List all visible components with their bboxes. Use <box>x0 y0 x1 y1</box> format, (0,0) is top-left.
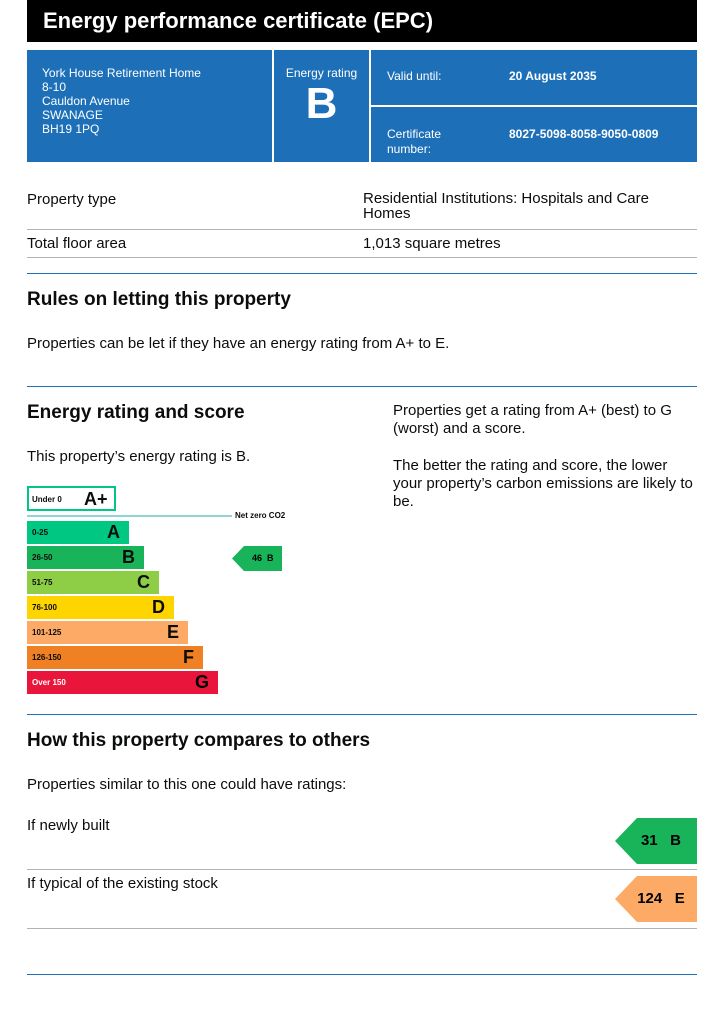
page-title: Energy performance certificate (EPC) <box>43 8 434 33</box>
band-letter: G <box>194 672 209 692</box>
certificate-number-box <box>371 107 697 162</box>
newly-built-label: If newly built <box>27 817 110 834</box>
band-range: 126-150 <box>32 653 62 662</box>
floor-area-label: Total floor area <box>27 235 127 252</box>
band-range: 26-50 <box>32 553 53 562</box>
energy-rating-label: Energy rating <box>285 66 358 80</box>
address-line: BH19 1PQ <box>42 122 100 136</box>
valid-until-value: 20 August 2035 <box>509 69 597 83</box>
section-divider <box>27 714 697 715</box>
section-divider <box>27 273 697 274</box>
band-letter: C <box>137 572 150 592</box>
band-a <box>27 521 129 544</box>
compare-heading: How this property compares to others <box>27 730 371 751</box>
energy-current-text: This property’s energy rating is B. <box>27 448 251 465</box>
net-zero-line <box>27 515 232 517</box>
band-letter: F <box>183 647 194 667</box>
current-rating-arrow <box>232 546 282 571</box>
section-divider <box>27 974 697 975</box>
energy-explanation-1: Properties get a rating from A+ (best) to G (worst) and a score. <box>393 402 672 437</box>
certificate-label-line: Certificate <box>387 127 442 141</box>
energy-explanation-2: The better the rating and score, the lower your property’s carbon emissions are likely to be. <box>393 457 693 510</box>
band-letter: D <box>152 597 165 617</box>
energy-rating-box <box>274 50 369 162</box>
band-range: Under 0 <box>32 495 62 504</box>
current-score: 46 <box>252 553 263 563</box>
energy-rating-value: B <box>305 79 338 128</box>
rules-heading: Rules on letting this property <box>27 289 291 310</box>
current-letter: B <box>267 553 274 563</box>
divider <box>27 928 697 929</box>
address-box <box>27 50 272 162</box>
certificate-number-value: 8027-5098-8058-9050-0809 <box>509 127 659 141</box>
section-divider <box>27 386 697 387</box>
band-letter: A <box>107 522 120 542</box>
current-rating-text <box>252 553 274 563</box>
band-letter: B <box>122 547 135 567</box>
valid-until-box <box>371 50 697 105</box>
band-g <box>27 671 218 694</box>
existing-stock-score: 124 <box>637 890 663 907</box>
energy-heading: Energy rating and score <box>27 402 245 423</box>
property-type-value: Residential Institutions: Hospitals and Care Homes <box>363 190 649 222</box>
rules-text: Properties can be let if they have an energy rating from A+ to E. <box>27 335 450 352</box>
existing-stock-label: If typical of the existing stock <box>27 875 218 892</box>
band-range: 0-25 <box>32 528 49 537</box>
band-f <box>27 646 203 669</box>
existing-stock-letter: E <box>674 890 685 907</box>
existing-stock-arrow <box>615 876 697 922</box>
band-b <box>27 546 144 569</box>
divider <box>27 869 697 870</box>
divider <box>27 229 697 230</box>
band-d <box>27 596 174 619</box>
band-range: Over 150 <box>32 678 66 687</box>
address-line: York House Retirement Home <box>42 66 201 80</box>
band-letter: A+ <box>84 489 108 509</box>
newly-built-arrow <box>615 818 697 864</box>
address-line: Cauldon Avenue <box>42 94 130 108</box>
compare-intro: Properties similar to this one could have ratings: <box>27 776 347 793</box>
band-range: 76-100 <box>32 603 57 612</box>
band-letter: E <box>166 622 179 642</box>
existing-stock-rating <box>615 890 697 907</box>
address-line: 8-10 <box>42 80 67 94</box>
valid-until-label: Valid until: <box>387 69 442 83</box>
property-type-label: Property type <box>27 191 117 208</box>
band-range: 101-125 <box>32 628 62 637</box>
net-zero-label: Net zero CO2 <box>235 511 286 520</box>
address-line: SWANAGE <box>42 108 103 122</box>
band-c <box>27 571 159 594</box>
divider <box>27 257 697 258</box>
band-e <box>27 621 188 644</box>
band-range: 51-75 <box>32 578 53 587</box>
newly-built-letter: B <box>670 832 682 849</box>
floor-area-value: 1,013 square metres <box>363 235 501 252</box>
certificate-number-label <box>387 127 441 157</box>
address <box>27 50 272 136</box>
newly-built-rating <box>615 832 697 849</box>
title-bar <box>27 0 697 42</box>
certificate-label-line: number: <box>387 142 432 156</box>
newly-built-score: 31 <box>640 832 658 849</box>
band-aplus <box>27 486 116 511</box>
